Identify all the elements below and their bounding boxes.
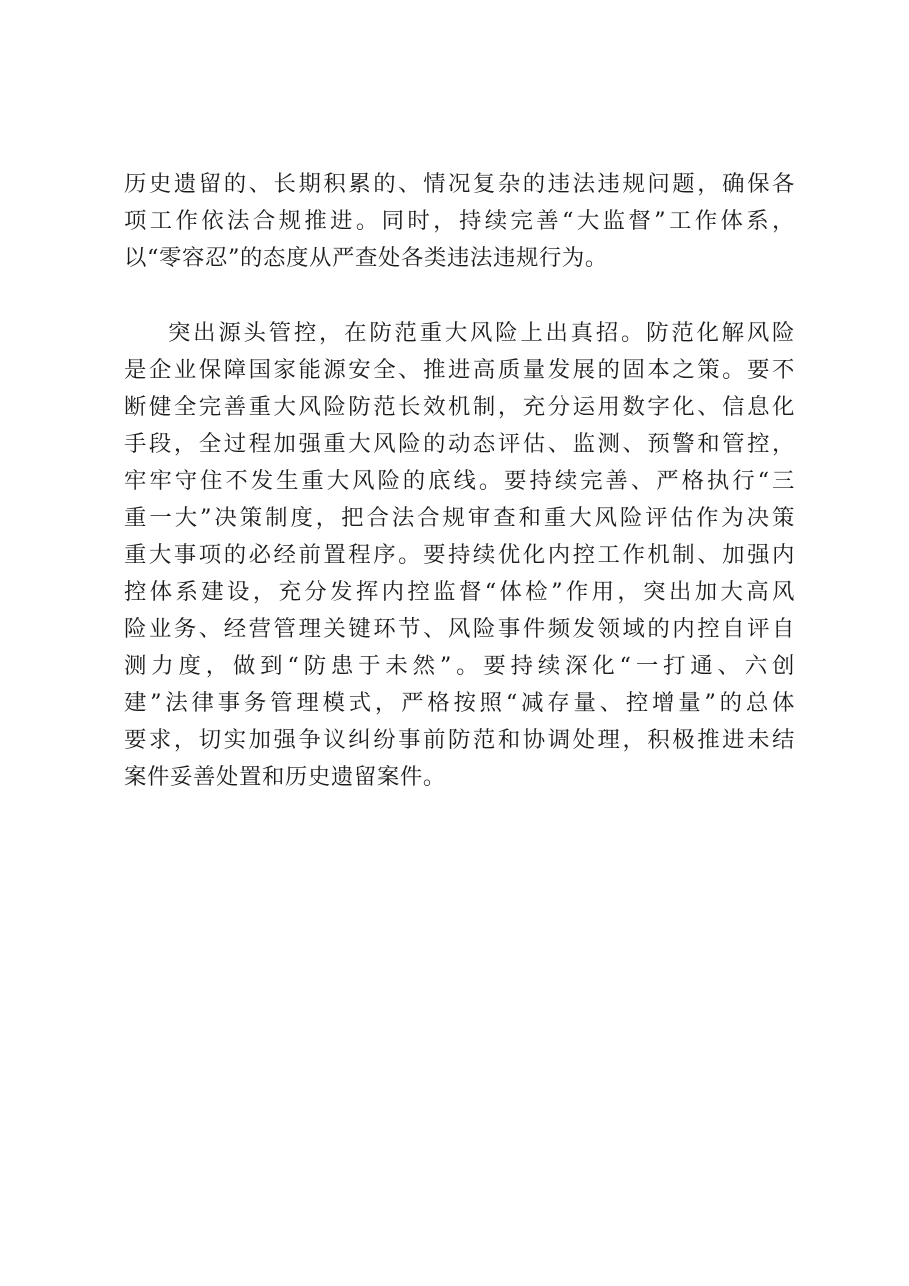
text-line: 重一大”决策制度，把合法合规审查和重大风险评估作为决策 (124, 505, 795, 531)
text-line: 重大事项的必经前置程序。要持续优化内控工作机制、加强内 (124, 542, 795, 568)
text-line: 手段，全过程加强重大风险的动态评估、监测、预警和管控， (124, 431, 795, 457)
text-line: 案件妥善处置和历史遗留案件。 (124, 764, 446, 790)
text-line: 建”法律事务管理模式，严格按照“减存量、控增量”的总体 (124, 690, 795, 716)
text-line: 断健全完善重大风险防范长效机制，充分运用数字化、信息化 (124, 394, 795, 420)
text-line: 测力度，做到“防患于未然”。要持续深化“一打通、六创 (124, 653, 795, 679)
text-line: 牢牢守住不发生重大风险的底线。要持续完善、严格执行“三 (124, 468, 795, 494)
text-line: 项工作依法合规推进。同时，持续完善“大监督”工作体系， (124, 208, 795, 234)
text-line: 历史遗留的、长期积累的、情况复杂的违法违规问题，确保各 (124, 171, 795, 197)
text-line: 要求，切实加强争议纠纷事前防范和协调处理，积极推进未结 (124, 727, 795, 753)
text-line: 险业务、经营管理关键环节、风险事件频发领域的内控自评自 (124, 616, 795, 642)
text-line: 是企业保障国家能源安全、推进高质量发展的固本之策。要不 (124, 357, 795, 383)
text-line: 以“零容忍”的态度从严查处各类违法违规行为。 (124, 245, 608, 271)
text-line: 控体系建设，充分发挥内控监督“体检”作用，突出加大高风 (124, 579, 795, 605)
paragraph-risk-control (124, 315, 795, 796)
paragraph-continued (124, 166, 795, 277)
text-line: 突出源头管控，在防范重大风险上出真招。防范化解风险 (168, 320, 795, 346)
